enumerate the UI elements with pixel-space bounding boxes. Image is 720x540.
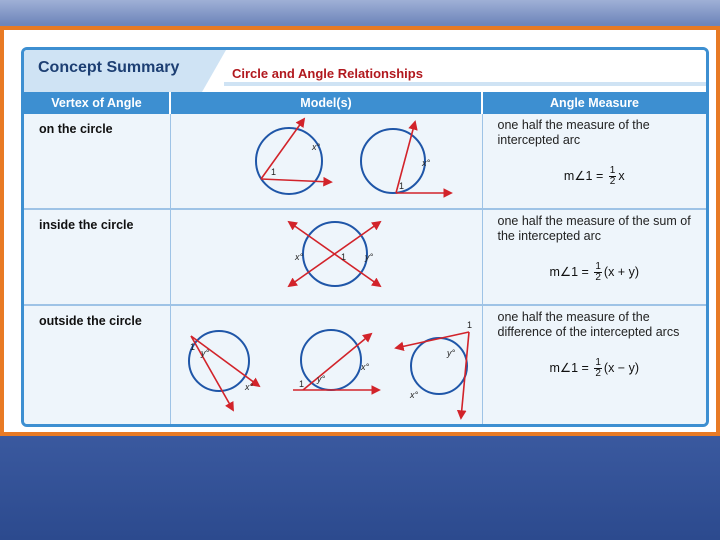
arc-label-x: x° [311, 142, 320, 152]
arc-label-y: y° [446, 348, 455, 358]
vertex-cell [24, 114, 170, 209]
card-header [24, 50, 706, 92]
arc-label-x: x° [294, 252, 303, 262]
arc-label-y: y° [364, 252, 373, 262]
model-cell [170, 114, 482, 209]
concept-summary-card [21, 47, 709, 427]
measure-formula: m∠1 = $\frac{1}{2}$ x [563, 165, 625, 187]
vertex-cell [24, 305, 170, 424]
angle-label-1: 1 [398, 181, 404, 191]
arc-label-y: y° [316, 374, 325, 384]
model-secant-tangent [293, 330, 379, 390]
model-cell [170, 209, 482, 305]
vertex-cell [24, 209, 170, 305]
model-two-tangents [396, 320, 472, 418]
angle-label-1: 1 [189, 342, 195, 352]
column-header-vertex: Vertex of Angle [24, 92, 170, 114]
measure-cell [482, 114, 706, 209]
model-two-secants [189, 331, 259, 410]
table-row [24, 114, 706, 209]
table-row [24, 305, 706, 424]
model-inscribed-angle-1 [256, 119, 331, 194]
outside-circle-models [171, 306, 483, 424]
arc-label-x: x° [421, 158, 430, 168]
angle-label-1: 1 [340, 252, 346, 262]
header-subtitle: Circle and Angle Relationships [232, 66, 423, 81]
header-rule [224, 82, 706, 86]
arc-label-x: x° [409, 390, 418, 400]
vertex-label: on the circle [39, 122, 113, 136]
measure-cell [482, 209, 706, 305]
on-circle-models [171, 114, 483, 208]
table-header-row [24, 92, 706, 114]
inside-circle-model [171, 210, 483, 304]
angle-label-1: 1 [298, 379, 304, 389]
slide-frame [0, 26, 720, 436]
measure-cell [482, 305, 706, 424]
angle-label-1: 1 [466, 320, 472, 330]
relationships-table [24, 92, 706, 424]
measure-formula: m∠1 = $\frac{1}{2}$ (x + y) [549, 261, 639, 283]
column-header-measure: Angle Measure [482, 92, 706, 114]
arc-label-x: x° [244, 382, 253, 392]
measure-description: one half the measure of the intercepted arc [497, 118, 650, 147]
measure-formula: m∠1 = $\frac{1}{2}$ (x − y) [549, 357, 639, 379]
arc-label-x: x° [360, 362, 369, 372]
header-title: Concept Summary [38, 59, 180, 76]
vertex-label: outside the circle [39, 314, 142, 328]
model-tangent-chord-angle [361, 122, 451, 193]
vertex-label: inside the circle [39, 218, 134, 232]
model-cell [170, 305, 482, 424]
header-tab [24, 50, 202, 92]
column-header-models: Model(s) [170, 92, 482, 114]
measure-description: one half the measure of the difference of the intercepted arcs [497, 310, 680, 339]
slide-panel [4, 30, 716, 432]
measure-description: one half the measure of the sum of the intercepted arc [497, 214, 691, 243]
table-row [24, 209, 706, 305]
angle-label-1: 1 [270, 167, 276, 177]
arc-label-y: y° [200, 348, 209, 358]
